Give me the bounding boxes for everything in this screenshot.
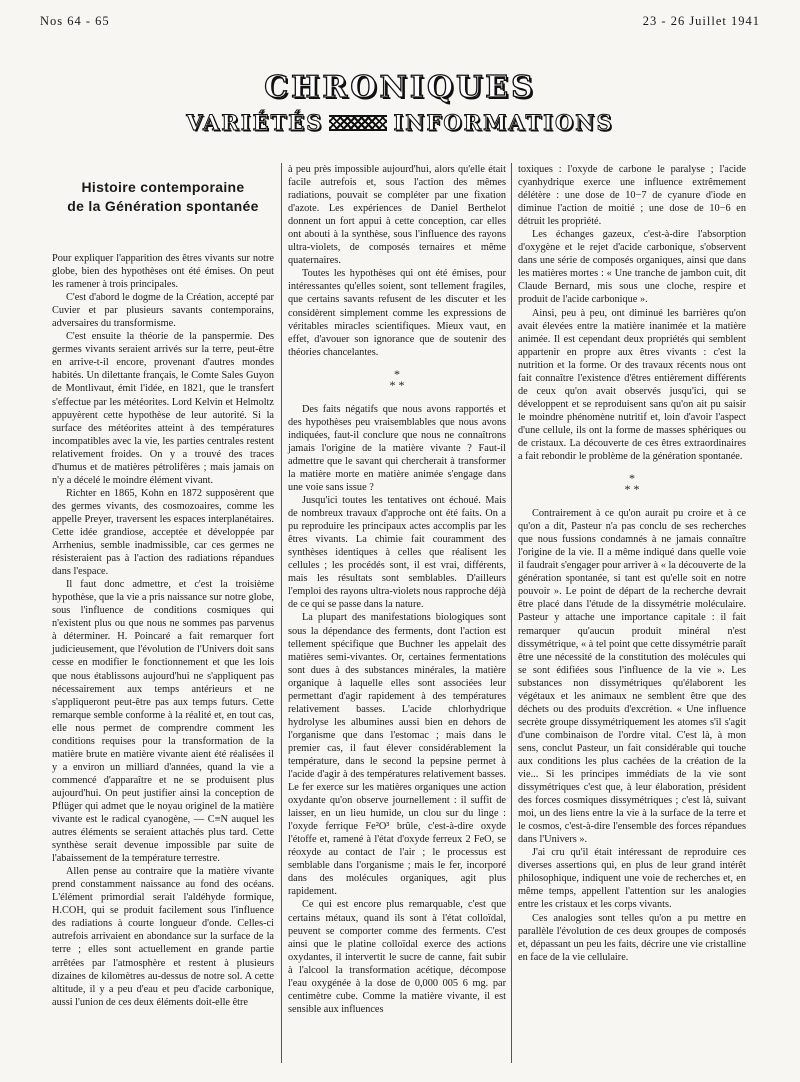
section-separator: * * * bbox=[624, 471, 640, 497]
paragraph: C'est ensuite la théorie de la panspermie. Des germes vivants seraient arrivés sur la terre, peut-être en arrive-t-il encore, provenant d'autres mondes habités. Un dilettante français, le Comte Sales Guyon de Montlivaut, émit l'idée, en 1821, que le transfert s'effectue par les météorites. Lord Kelvin et Helmoltz appuyèrent cette hypothèse de leur autorité. Si la surface des météorites atteint à des températures incompatibles avec la vie, les parties centrales restent relativement froides. On y a trouvé des traces d'humus et de matières pétrolifères ; mais jamais on n'y a décelé le moindre élément vivant. bbox=[52, 331, 274, 486]
paragraph: Allen pense au contraire que la matière vivante prend constamment naissance au fond des océans. L'élément primordial serait l'aldéhyde formique, H.COH, qui se produit facilement sous l'influence des radiations à courte longueur d'onde. Celles-ci autrefois arrivaient en abondance sur la surface de la terre ; elles sont actuellement en grande partie arrêtées par l'atmosphère et restent à plusieurs dizaines de kilomètres au-dessus de notre sol. A cette altitude, il y a peu d'eau et peu d'acide carbonique, aussi l'union de ces deux éléments doit-elle être bbox=[52, 866, 274, 1008]
masthead-title: CHRONIQUES bbox=[264, 70, 536, 105]
issue-date: 23 - 26 Juillet 1941 bbox=[642, 14, 760, 28]
section-separator: * * * bbox=[389, 366, 405, 392]
paragraph: Il faut donc admettre, et c'est la troisième hypothèse, que la vie a pris naissance sur notre globe, sous l'influence de conditions cosmiques qui n'existent plus ou que nous ne sommes pas parvenus à déterminer. H. Poincaré a fait remarquer fort judicieusement, que l'évolution de l'Univers doit sans cesse en modifier le fonctionnement et que les lois que nous établissons aujourd'hui ne s'appliquent pas nécessairement aux temps antérieurs et ne s'appliqueront peut-être pas aux temps futurs. Cette remarque semble conforme à la réalité et, en tout cas, elle nous permet de comprendre comment les conditions requises pour la transformation de la matière brute en matière vivante aient été réalisées il y a environ un milliard d'années, quand la vie a commencé d'apparaître et ne se produisent plus aujourd'hui. On peut justifier ainsi la conception de Pflüger qui admet que le noyau originel de la matière vivante est le radical cyanogène, — C≡N auquel les autres éléments se seraient attachés plus tard. Cette synthèse serait devenue impossible par suite de l'abaissement de la température terrestre. bbox=[52, 579, 274, 865]
column-rule bbox=[511, 163, 512, 1063]
column-1 bbox=[52, 178, 274, 1009]
paragraph: Ce qui est encore plus remarquable, c'est que certains métaux, quand ils sont à l'état colloïdal, peuvent se comporter comme des ferments. C'est ainsi que le platine colloïdal exerce des actions oxydantes, il intervertit le sucre de canne, fait subir à l'alcool la transformation acétique, décompose l'eau oxygénée à la dose de 0,000 005 6 mg. par centimètre cube. Comme la matière vivante, il est sensible aux influences bbox=[288, 899, 506, 1015]
masthead-informations: INFORMATIONS bbox=[393, 110, 614, 135]
paragraph: La plupart des manifestations biologiques sont sous la dépendance des ferments, dont l'action est tellement spécifique que Buchner les appelait des matières semi-vivantes. Or, certaines fermentations sont dues à des substances minérales, la matière organique à laquelle elles sont associées leur permettant d'agir rapidement à des températures relativement basses. L'acide chlorhydrique hydrolyse les albumines aussi bien en dehors de l'organisme que dans l'estomac ; mais dans le premier cas, il faut élever considérablement la température, dans le second la pepsine permet à l'acide d'agir à des températures relativement basses. Le fer exerce sur les matières organiques une action oxydante qu'on observe journellement : il suffit de laisser, en un lieu humide, un clou sur du linge : l'oxyde ferrique Fe²O³ brûle, c'est-à-dire oxyde l'étoffe et, ramené à l'état d'oxyde ferreux 2 FeO, se réoxyde au contact de l'air ; le processus est semblable dans l'organisme ; mais le fer, incorporé dans des molécules organiques, agit plus rapidement. bbox=[288, 612, 506, 898]
issue-number: Nos 64 - 65 bbox=[40, 14, 110, 28]
paragraph: Ainsi, peu à peu, ont diminué les barrières qu'on avait élevées entre la matière inanimée et la matière animée. Il est cependant deux propriétés qui semblent appartenir en propre aux êtres vivants : c'est la nutrition et la forme. Or des travaux récents nous ont fait connaître l'existence d'êtres entièrement différents de ceux qu'on avait observés jusqu'ici, qui se développent et se reproduisent sans qu'on ait pu saisir le moindre phénomène nutritif et, loin d'avoir l'aspect d'une cellule, ils ont la forme de masses sphériques ou de cristaux. La découverte de ces êtres extraordinaires a fait rebondir le problème de la génération spontanée. bbox=[518, 307, 746, 463]
paragraph: Richter en 1865, Kohn en 1872 supposèrent que des germes vivants, des cosmozoaires, comme les appelle Preyer, traversent les espaces interplanétaires. Cette idée grandiose, acceptée et développée par Arrhenius, semble inadmissible, car ces germes ne résisteraient pas à l'action des radiations répandues dans l'espace. bbox=[52, 487, 274, 578]
paragraph: à peu près impossible aujourd'hui, alors qu'elle était facile autrefois et, sous l'action des mêmes radiations, pouvait se compléter par une fixation d'azote. Les expériences de Daniel Berthelot donnent un fort appui à cette conception, car elles ont abouti à la synthèse, sous l'influence des rayons ultra-violets, de composés ternaires et même quaternaires. bbox=[288, 164, 506, 267]
paragraph: Contrairement à ce qu'on aurait pu croire et à ce qu'on a dit, Pasteur n'a pas conclu de ses recherches que nous fussions condamnés à ne jamais connaître l'origine de la vie. Il a même indiqué dans quelle voie il faudrait s'engager pour arriver à « la découverte de la génération spontanée, si tant est qu'elle soit en notre pouvoir ». Le point de départ de la recherche devrait être placé dans l'étude de la dissymétrie moléculaire. Pasteur y attache une importance capitale : il fait remarquer qu'aucun produit minéral n'est dissymétrique, « à tel point que cette dissymétrie paraît être une nécessité de la constitution des molécules qui se sont édifiées sous l'influence de la vie ». Les substances non dissymétriques qu'élaborent les végétaux et les animaux ne semblent être que des déchets ou des produits d'excrétion. « Une influence secrète groupe dissymétriquement les atomes s'il s'agit d'une combinaison de l'ordre vital. C'est là, à mon sens, conclut Pasteur, un fait considérable qui touche aux conditions les plus cachées de la création de la vie... Si les principes immédiats de la vie sont dissymétriques c'est que, à leur élaboration, président des forces cosmiques dissymétriques ; c'est là, suivant moi, un des liens entre la vie à la surface de la terre et le cosmos, c'est-à-dire l'ensemble des forces répandues dans l'Univers ». bbox=[518, 508, 746, 846]
paragraph: Toutes les hypothèses qui ont été émises, pour intéressantes qu'elles soient, sont tellement fragiles, que certains savants refusent de les discuter et les considèrent simplement comme les expressions de véritables miracles scientifiques. Mieux vaut, en effet, d'avouer son ignorance que de soutenir des théories chancelantes. bbox=[288, 268, 506, 358]
column-rule bbox=[281, 163, 282, 1063]
paragraph: Ces analogies sont telles qu'on a pu mettre en parallèle l'évolution de ces deux groupes de composés et, dépassant un peu les faits, décrire une vie cristalline en face de la vie cellulaire. bbox=[518, 912, 746, 963]
paragraph: Les échanges gazeux, c'est-à-dire l'absorption d'oxygène et le rejet d'acide carbonique, s'observent dans une série de composés organiques, ainsi que dans les matières mortes : « Une tranche de jambon cuit, dit Claude Bernard, mis sous une cloche, respire et produit de l'acide carbonique ». bbox=[518, 229, 746, 306]
masthead-subtitle bbox=[0, 110, 800, 135]
article-title: Histoire contemporaine de la Génération spontanée bbox=[67, 179, 259, 214]
paragraph: Des faits négatifs que nous avons rapportés et des hypothèses peu vraisemblables que nous avons indiquées, faut-il conclure que nous ne connaîtrons jamais l'origine de la matière vivante ? Faut-il admettre que le savant qui chercherait à transformer la matière morte en matière animée s'engage dans une voie sans issue ? bbox=[288, 403, 506, 493]
paragraph: J'ai cru qu'il était intéressant de reproduire ces diverses assertions qui, en plus de leur grand intérêt philosophique, indiquent une voie de recherches et, en même temps, appellent l'attention sur les analogies entre les cristaux et les corps vivants. bbox=[518, 847, 746, 911]
paragraph: Jusqu'ici toutes les tentatives ont échoué. Mais de nombreux travaux d'approche ont été faits. On a pu reproduire les principaux actes accomplis par les êtres vivants. La chimie fait couramment des synthèses identiques à celles que réalisent les cellules ; les procédés sont, il est vrai, différents, mais les résultats sont semblables. D'ailleurs l'emploi des rayons ultra-violets nous rapproche déjà de ce qui se passe dans la nature. bbox=[288, 495, 506, 611]
paragraph: Pour expliquer l'apparition des êtres vivants sur notre globe, bien des hypothèses ont été émises. On peut les ramener à trois principales. bbox=[52, 253, 274, 291]
paragraph: C'est d'abord le dogme de la Création, accepté par Cuvier et par plusieurs savants contemporains, adversaires du transformisme. bbox=[52, 292, 274, 330]
masthead-varietes: VARIÉTÉS bbox=[186, 110, 324, 135]
column-3 bbox=[518, 163, 746, 964]
column-2 bbox=[288, 163, 506, 1016]
paragraph: toxiques : l'oxyde de carbone le paralyse ; l'acide cyanhydrique exerce une influence extrêmement délétère : une dose de 10−7 de cyanure d'iode en diminue l'action de moitié ; une dose de 10−6 en détruit les propriété. bbox=[518, 164, 746, 228]
ornament-icon bbox=[329, 115, 387, 131]
